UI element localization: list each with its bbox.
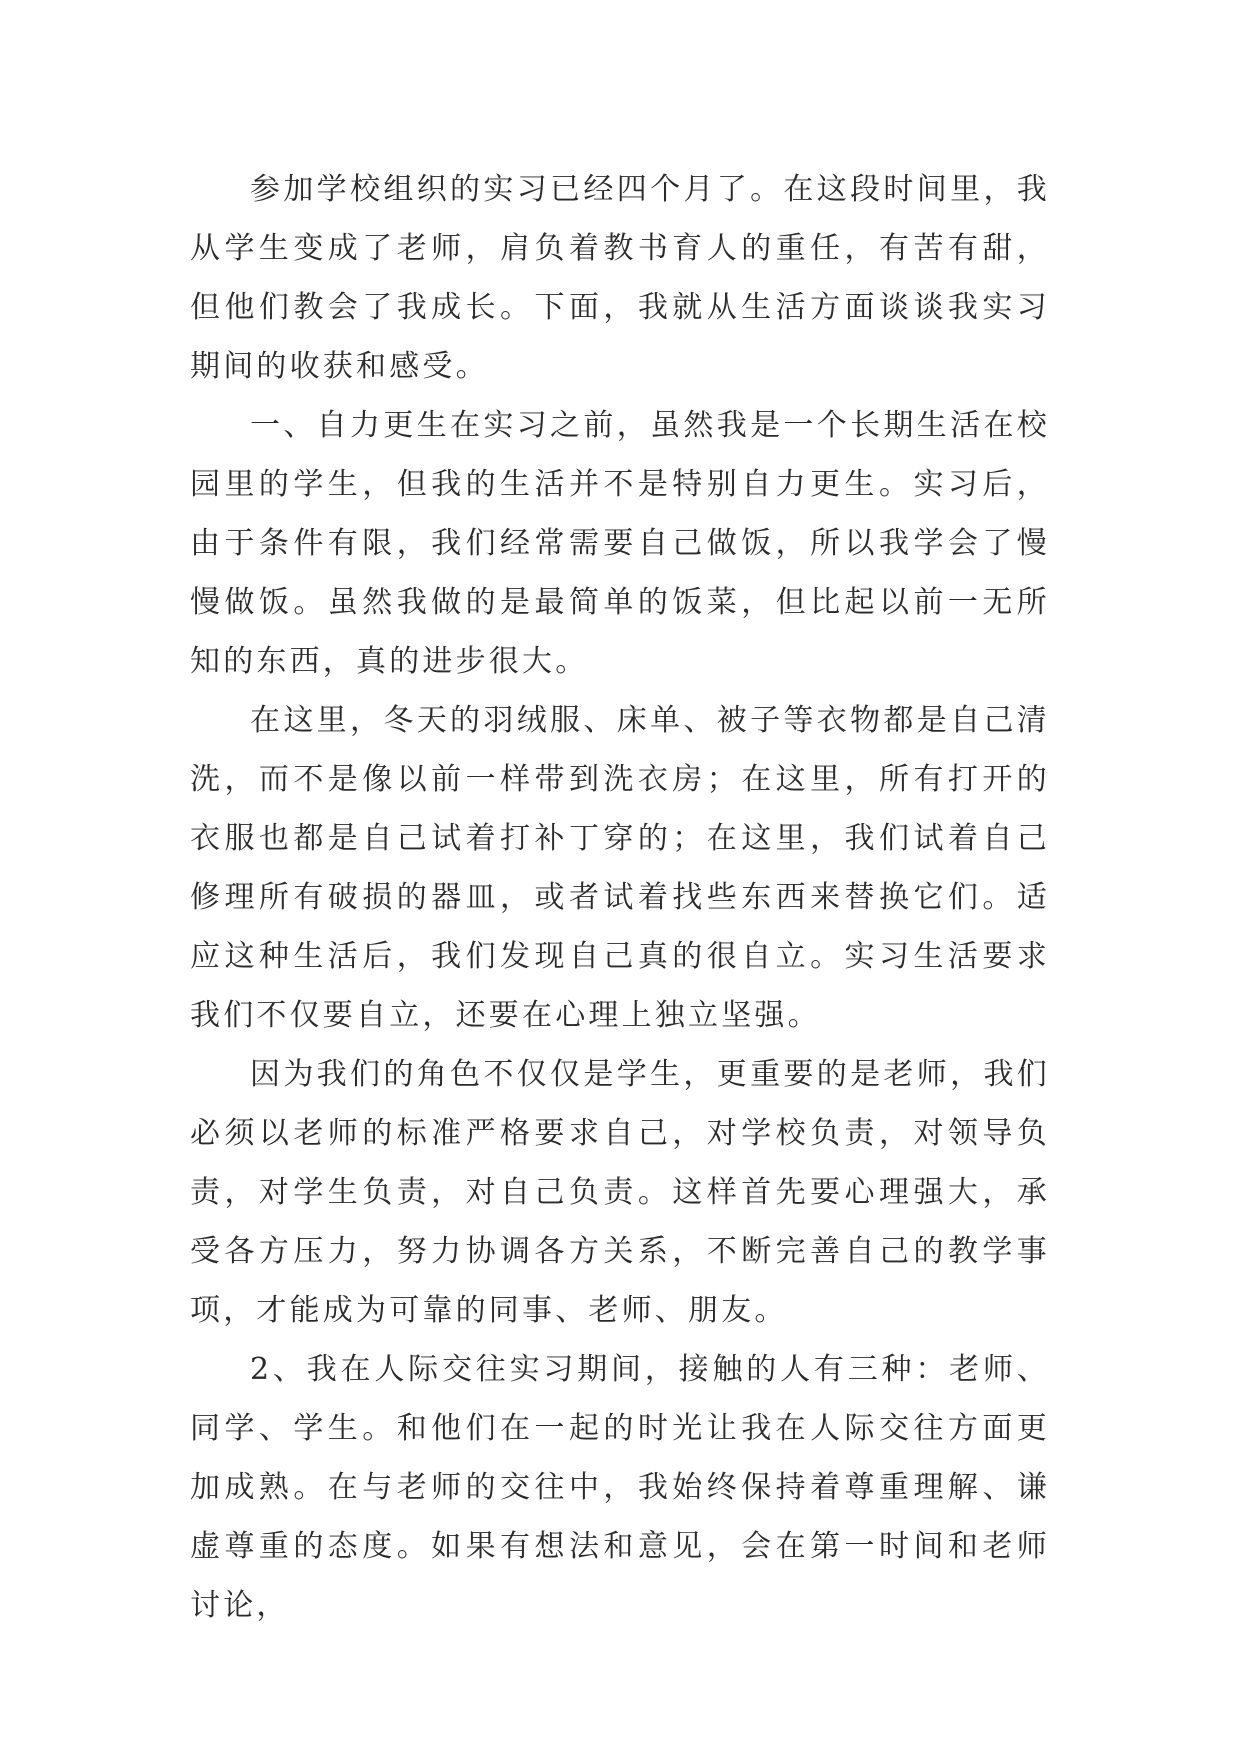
paragraph-daily-chores: 在这里，冬天的羽绒服、床单、被子等衣物都是自己清洗，而不是像以前一样带到洗衣房；在这里，所有打开的衣服也都是自己试着打补丁穿的；在这里，我们试着自己修理所有破损的器皿，或者试着找些东西来替换它们。适应这种生活后，我们发现自己真的很自立。实习生活要求我们不仅要自立，还要在心理上独立坚强。: [190, 703, 1050, 1033]
paragraph-self-reliance: 一、自力更生在实习之前，虽然我是一个长期生活在校园里的学生，但我的生活并不是特别自力更生。实习后，由于条件有限，我们经常需要自己做饭，所以我学会了慢慢做饭。虽然我做的是最简单的饭菜，但比起以前一无所知的东西，真的进步很大。: [190, 408, 1050, 679]
document-body: [190, 160, 1050, 1635]
paragraph-interpersonal: 2、我在人际交往实习期间，接触的人有三种：老师、同学、学生。和他们在一起的时光让我在人际交往方面更加成熟。在与老师的交往中，我始终保持着尊重理解、谦虚尊重的态度。如果有想法和意见，会在第一时间和老师讨论，: [190, 1352, 1050, 1623]
paragraph-intro: 参加学校组织的实习已经四个月了。在这段时间里，我从学生变成了老师，肩负着教书育人的重任，有苦有甜，但他们教会了我成长。下面，我就从生活方面谈谈我实习期间的收获和感受。: [190, 172, 1050, 384]
paragraph-teacher-role: 因为我们的角色不仅仅是学生，更重要的是老师，我们必须以老师的标准严格要求自己，对学校负责，对领导负责，对学生负责，对自己负责。这样首先要心理强大，承受各方压力，努力协调各方关系，不断完善自己的教学事项，才能成为可靠的同事、老师、朋友。: [190, 1057, 1050, 1328]
